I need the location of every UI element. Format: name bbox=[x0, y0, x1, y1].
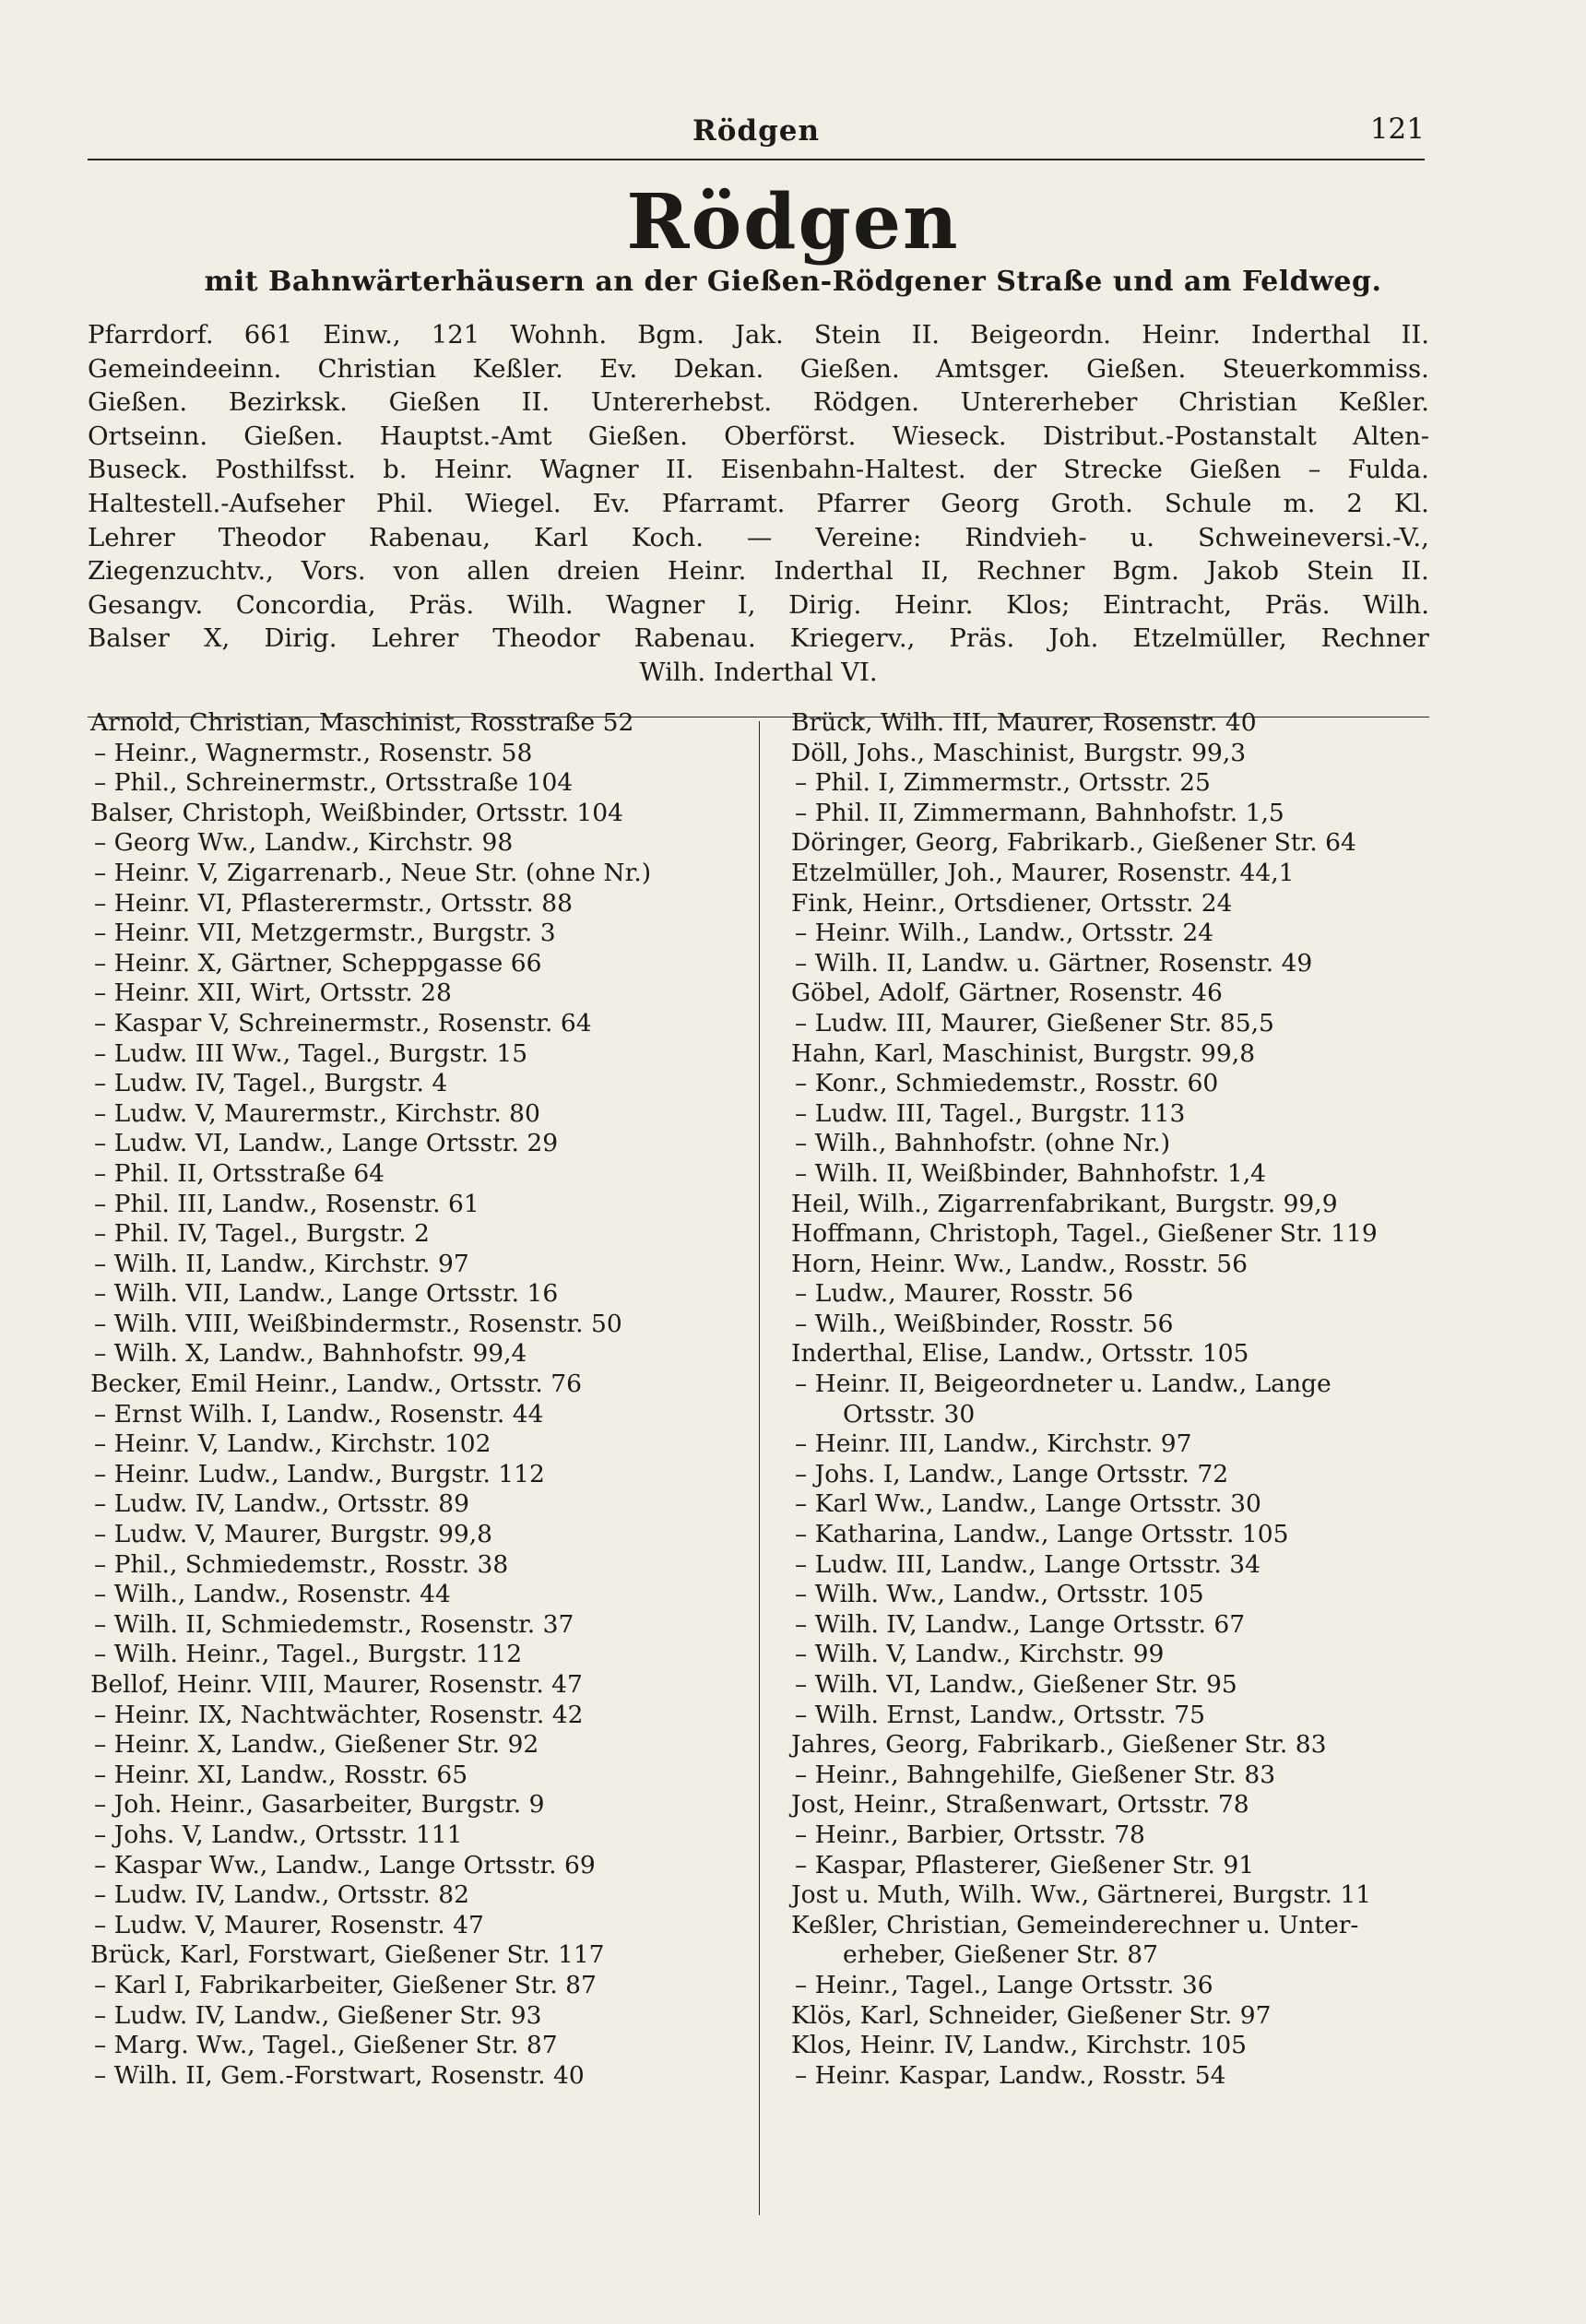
directory-entry: – Heinr. Ludw., Landw., Burgstr. 112 bbox=[94, 1459, 545, 1488]
directory-column-left bbox=[90, 708, 745, 2091]
directory-entry: – Heinr. III, Landw., Kirchstr. 97 bbox=[795, 1429, 1192, 1459]
directory-entry: Inderthal, Elise, Landw., Ortsstr. 105 bbox=[791, 1339, 1249, 1369]
directory-entry: – Katharina, Landw., Lange Ortsstr. 105 bbox=[795, 1520, 1289, 1549]
intro-paragraph bbox=[88, 318, 1429, 690]
directory-entry: – Heinr., Wagnermstr., Rosenstr. 58 bbox=[94, 738, 533, 767]
directory-entry: – Kaspar, Pflasterer, Gießener Str. 91 bbox=[795, 1850, 1255, 1879]
directory-entry: Hahn, Karl, Maschinist, Burgstr. 99,8 bbox=[791, 1038, 1256, 1068]
directory-entry: Brück, Karl, Forstwart, Gießener Str. 117 bbox=[90, 1940, 605, 1970]
directory-entry: – Wilh. VIII, Weißbindermstr., Rosenstr. 50 bbox=[94, 1309, 622, 1338]
directory-entry: Etzelmüller, Joh., Maurer, Rosenstr. 44,1 bbox=[791, 858, 1295, 887]
directory-entry: – Georg Ww., Landw., Kirchstr. 98 bbox=[94, 828, 514, 858]
directory-entry: – Heinr. V, Zigarrenarb., Neue Str. (ohne Nr.) bbox=[94, 858, 652, 887]
directory-entry: – Phil., Schmiedemstr., Rosstr. 38 bbox=[94, 1549, 509, 1579]
directory-entry: – Wilh. II, Schmiedemstr., Rosenstr. 37 bbox=[94, 1609, 574, 1639]
directory-entry: – Heinr., Bahngehilfe, Gießener Str. 83 bbox=[795, 1760, 1276, 1789]
directory-entry: – Ernst Wilh. I, Landw., Rosenstr. 44 bbox=[94, 1399, 544, 1429]
page-number: 121 bbox=[1369, 113, 1425, 146]
directory-entry: Klös, Karl, Schneider, Gießener Str. 97 bbox=[791, 2000, 1272, 2030]
directory-entry: – Ludw., Maurer, Rosstr. 56 bbox=[795, 1279, 1134, 1309]
directory-entry: – Heinr., Tagel., Lange Ortsstr. 36 bbox=[795, 1970, 1213, 1999]
directory-entry: – Wilh., Weißbinder, Rosstr. 56 bbox=[795, 1309, 1174, 1338]
directory-entry: – Wilh. II, Landw. u. Gärtner, Rosenstr. 49 bbox=[795, 948, 1313, 978]
running-head: Rödgen bbox=[692, 114, 821, 148]
page-header bbox=[88, 109, 1425, 164]
directory-entry: Ortsstr. 30 bbox=[843, 1399, 976, 1429]
directory-entry: – Ludw. IV, Landw., Gießener Str. 93 bbox=[94, 2000, 542, 2030]
intro-line: Haltestell.-Aufseher Phil. Wiegel. Ev. Pfarramt. Pfarrer Georg Groth. Schule m. 2 Kl. bbox=[88, 488, 1429, 518]
directory-entry: Jost, Heinr., Straßenwart, Ortsstr. 78 bbox=[791, 1790, 1249, 1820]
directory-entry: – Heinr. II, Beigeordneter u. Landw., Lange bbox=[795, 1370, 1332, 1399]
column-divider bbox=[759, 721, 760, 2215]
directory-entry: – Wilh. VI, Landw., Gießener Str. 95 bbox=[795, 1670, 1237, 1699]
directory-entry: – Heinr. V, Landw., Kirchstr. 102 bbox=[94, 1429, 491, 1459]
intro-line: Ziegenzuchtv., Vors. von allen dreien Heinr. Inderthal II, Rechner Bgm. Jakob Stein II. bbox=[88, 556, 1429, 587]
directory-entry: – Ludw. III, Maurer, Gießener Str. 85,5 bbox=[795, 1008, 1274, 1038]
directory-entry: – Heinr. VII, Metzgermstr., Burgstr. 3 bbox=[94, 919, 556, 948]
directory-entry: Fink, Heinr., Ortsdiener, Ortsstr. 24 bbox=[791, 888, 1233, 918]
directory-entry: – Ludw. III, Landw., Lange Ortsstr. 34 bbox=[795, 1549, 1261, 1579]
directory-entry: – Phil. II, Ortsstraße 64 bbox=[94, 1158, 385, 1188]
directory-entry: Balser, Christoph, Weißbinder, Ortsstr. 104 bbox=[90, 798, 623, 827]
directory-entry: – Ludw. III, Tagel., Burgstr. 113 bbox=[795, 1098, 1186, 1128]
directory-entry: Döringer, Georg, Fabrikarb., Gießener Str. 64 bbox=[791, 828, 1356, 858]
directory-entry: – Ludw. IV, Landw., Ortsstr. 82 bbox=[94, 1880, 469, 1910]
directory-entry: – Ludw. IV, Tagel., Burgstr. 4 bbox=[94, 1069, 448, 1098]
directory-entry: – Marg. Ww., Tagel., Gießener Str. 87 bbox=[94, 2031, 558, 2060]
directory-entry: – Ludw. V, Maurer, Burgstr. 99,8 bbox=[94, 1520, 493, 1549]
directory-entry: – Wilh. IV, Landw., Lange Ortsstr. 67 bbox=[795, 1609, 1246, 1639]
directory-entry: Hoffmann, Christoph, Tagel., Gießener Str. 119 bbox=[791, 1219, 1378, 1249]
directory-entry: – Wilh. Heinr., Tagel., Burgstr. 112 bbox=[94, 1640, 523, 1669]
directory-entry: – Konr., Schmiedemstr., Rosstr. 60 bbox=[795, 1069, 1219, 1098]
directory-entry: – Wilh. II, Gem.-Forstwart, Rosenstr. 40 bbox=[94, 2060, 585, 2090]
directory-entry: – Kaspar V, Schreinermstr., Rosenstr. 64 bbox=[94, 1008, 592, 1038]
directory-entry: Heil, Wilh., Zigarrenfabrikant, Burgstr. 99,9 bbox=[791, 1189, 1338, 1218]
directory-entry: erheber, Gießener Str. 87 bbox=[843, 1940, 1159, 1970]
intro-line: Gesangv. Concordia, Präs. Wilh. Wagner I, Dirig. Heinr. Klos; Eintracht, Präs. Wilh. bbox=[88, 589, 1429, 620]
directory-entry: – Wilh. II, Landw., Kirchstr. 97 bbox=[94, 1249, 469, 1278]
directory-entry: – Karl Ww., Landw., Lange Ortsstr. 30 bbox=[795, 1489, 1261, 1519]
directory-entry: – Ludw. VI, Landw., Lange Ortsstr. 29 bbox=[94, 1129, 559, 1158]
directory-entry: – Phil. III, Landw., Rosenstr. 61 bbox=[94, 1189, 479, 1218]
directory-entry: – Wilh. X, Landw., Bahnhofstr. 99,4 bbox=[94, 1339, 527, 1369]
directory-entry: – Kaspar Ww., Landw., Lange Ortsstr. 69 bbox=[94, 1850, 596, 1879]
directory-entry: – Phil. I, Zimmermstr., Ortsstr. 25 bbox=[795, 768, 1211, 798]
intro-line: Balser X, Dirig. Lehrer Theodor Rabenau. Kriegerv., Präs. Joh. Etzelmüller, Rechner bbox=[88, 623, 1429, 654]
place-title: Rödgen bbox=[626, 178, 960, 267]
directory-entry: – Ludw. III Ww., Tagel., Burgstr. 15 bbox=[94, 1038, 528, 1068]
directory-entry: – Heinr. VI, Pflasterermstr., Ortsstr. 88 bbox=[94, 888, 573, 918]
intro-line: Buseck. Posthilfsst. b. Heinr. Wagner II. Eisenbahn-Haltest. der Strecke Gießen – Fulda. bbox=[88, 455, 1429, 485]
directory-entry: – Ludw. V, Maurer, Rosenstr. 47 bbox=[94, 1910, 484, 1939]
directory-entry: Bellof, Heinr. VIII, Maurer, Rosenstr. 47 bbox=[90, 1670, 583, 1699]
directory-entry: Brück, Wilh. III, Maurer, Rosenstr. 40 bbox=[791, 708, 1257, 737]
directory-entry: – Joh. Heinr., Gasarbeiter, Burgstr. 9 bbox=[94, 1790, 545, 1820]
directory-entry: – Wilh., Landw., Rosenstr. 44 bbox=[94, 1580, 451, 1609]
intro-line: Lehrer Theodor Rabenau, Karl Koch. — Vereine: Rindvieh- u. Schweineversi.-V., bbox=[88, 522, 1429, 552]
intro-line: Gießen. Bezirksk. Gießen II. Untererhebst. Rödgen. Untererheber Christian Keßler. bbox=[88, 387, 1429, 418]
directory-entry: – Heinr. XI, Landw., Rosstr. 65 bbox=[94, 1760, 468, 1789]
directory-entry: – Phil. II, Zimmermann, Bahnhofstr. 1,5 bbox=[795, 798, 1284, 827]
directory-entry: – Heinr. XII, Wirt, Ortsstr. 28 bbox=[94, 978, 452, 1008]
directory-entry: – Wilh., Bahnhofstr. (ohne Nr.) bbox=[795, 1129, 1171, 1158]
intro-line: Ortseinn. Gießen. Hauptst.-Amt Gießen. Oberförst. Wieseck. Distribut.-Postanstalt Alten- bbox=[88, 421, 1429, 451]
intro-line: Wilh. Inderthal VI. bbox=[639, 657, 878, 687]
directory-entry: – Heinr. Kaspar, Landw., Rosstr. 54 bbox=[795, 2060, 1226, 2090]
directory-entry: – Heinr. X, Landw., Gießener Str. 92 bbox=[94, 1730, 539, 1760]
header-rule bbox=[88, 159, 1425, 160]
directory-entry: Döll, Johs., Maschinist, Burgstr. 99,3 bbox=[791, 738, 1247, 767]
directory-entry: – Heinr. IX, Nachtwächter, Rosenstr. 42 bbox=[94, 1700, 584, 1729]
directory-entry: – Heinr., Barbier, Ortsstr. 78 bbox=[795, 1820, 1145, 1849]
directory-entry: – Wilh. Ww., Landw., Ortsstr. 105 bbox=[795, 1580, 1204, 1609]
directory-entry: – Heinr. X, Gärtner, Scheppgasse 66 bbox=[94, 948, 542, 978]
directory-entry: – Wilh. V, Landw., Kirchstr. 99 bbox=[795, 1640, 1165, 1669]
directory-entry: – Johs. I, Landw., Lange Ortsstr. 72 bbox=[795, 1459, 1229, 1488]
directory-entry: – Phil., Schreinermstr., Ortsstraße 104 bbox=[94, 768, 574, 798]
directory-entry: – Johs. V, Landw., Ortsstr. 111 bbox=[94, 1820, 463, 1849]
directory-entry: Arnold, Christian, Maschinist, Rosstraße 52 bbox=[90, 708, 634, 737]
directory-entry: – Ludw. V, Maurermstr., Kirchstr. 80 bbox=[94, 1098, 540, 1128]
directory-entry: Becker, Emil Heinr., Landw., Ortsstr. 76 bbox=[90, 1370, 583, 1399]
directory-entry: – Wilh. VII, Landw., Lange Ortsstr. 16 bbox=[94, 1279, 559, 1309]
directory-entry: – Phil. IV, Tagel., Burgstr. 2 bbox=[94, 1219, 430, 1249]
place-subtitle: mit Bahnwärterhäusern an der Gießen-Rödgener Straße und am Feldweg. bbox=[204, 266, 1382, 298]
intro-line: Gemeindeeinn. Christian Keßler. Ev. Dekan. Gießen. Amtsger. Gießen. Steuerkommiss. bbox=[88, 353, 1429, 384]
directory-entry: – Ludw. IV, Landw., Ortsstr. 89 bbox=[94, 1489, 469, 1519]
directory-entry: Klos, Heinr. IV, Landw., Kirchstr. 105 bbox=[791, 2031, 1247, 2060]
directory-entry: Horn, Heinr. Ww., Landw., Rosstr. 56 bbox=[791, 1249, 1248, 1278]
intro-line: Pfarrdorf. 661 Einw., 121 Wohnh. Bgm. Jak. Stein II. Beigeordn. Heinr. Inderthal II. bbox=[88, 320, 1429, 350]
directory-entry: – Karl I, Fabrikarbeiter, Gießener Str. 87 bbox=[94, 1970, 597, 1999]
directory-entry: Keßler, Christian, Gemeinderechner u. Unter- bbox=[791, 1910, 1359, 1939]
directory-entry: Jost u. Muth, Wilh. Ww., Gärtnerei, Burgstr. 11 bbox=[791, 1880, 1372, 1910]
directory-entry: – Wilh. Ernst, Landw., Ortsstr. 75 bbox=[795, 1700, 1205, 1729]
directory-entry: Göbel, Adolf, Gärtner, Rosenstr. 46 bbox=[791, 978, 1223, 1008]
directory-entry: – Wilh. II, Weißbinder, Bahnhofstr. 1,4 bbox=[795, 1158, 1267, 1188]
directory-entry: Jahres, Georg, Fabrikarb., Gießener Str. 83 bbox=[791, 1730, 1327, 1760]
directory-entry: – Heinr. Wilh., Landw., Ortsstr. 24 bbox=[795, 919, 1214, 948]
directory-column-right bbox=[791, 708, 1437, 2091]
